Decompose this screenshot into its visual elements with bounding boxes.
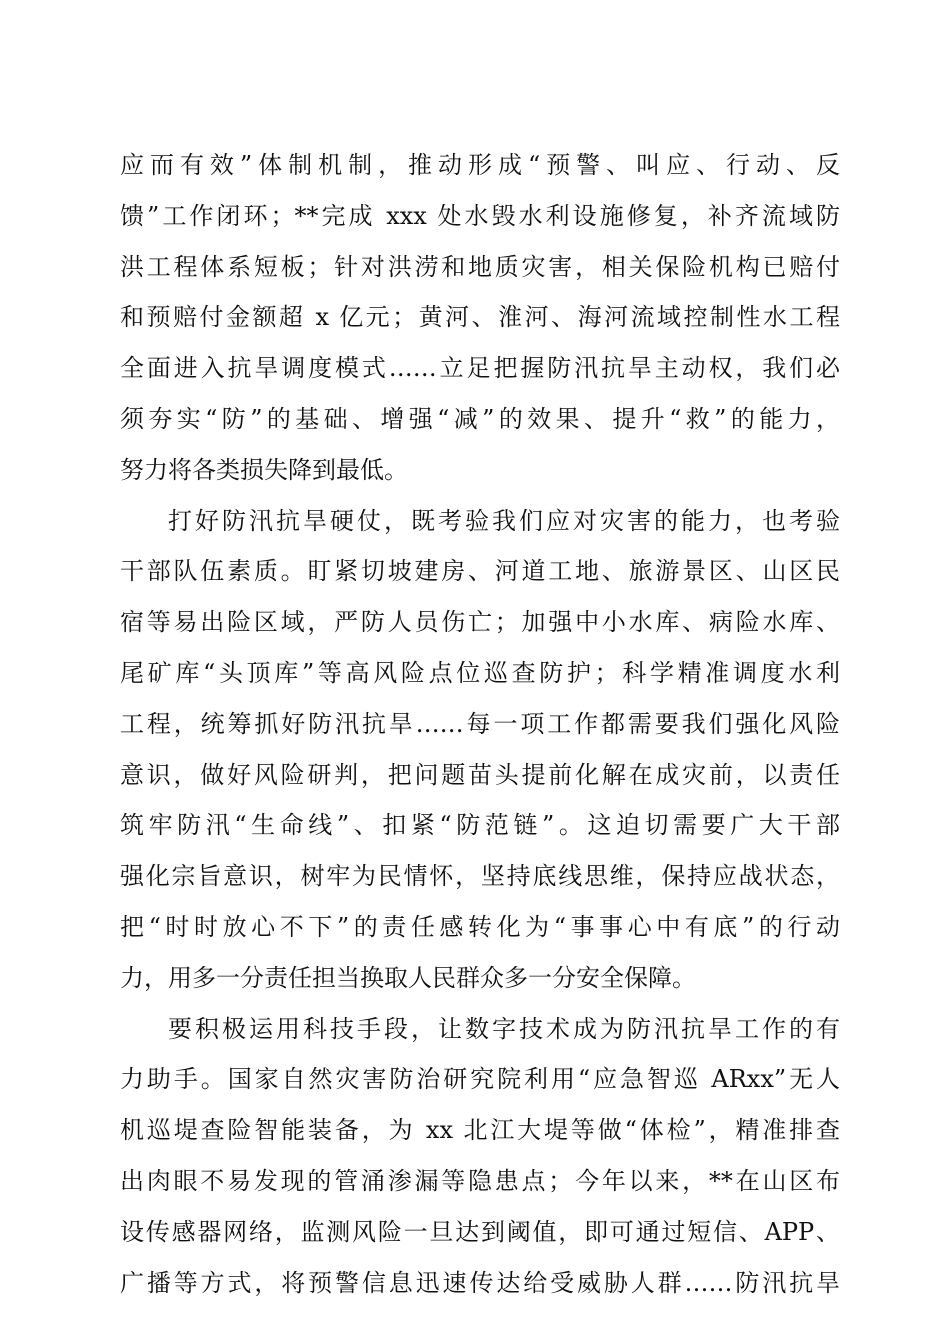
- text-line: 出肉眼不易发现的管涌渗漏等隐患点；今年以来，**在山区布: [120, 1166, 840, 1195]
- text-line: 把“时时放心不下”的责任感转化为“事事心中有底”的行动: [120, 912, 840, 941]
- text-line: 筑牢防汛“生命线”、扣紧“防范链”。这迫切需要广大干部: [120, 811, 840, 840]
- text-line: 尾矿库“头顶库”等高风险点位巡查防护；科学精准调度水利: [120, 658, 840, 687]
- text-line: 机巡堤查险智能装备，为 xx 北江大堤等做“体检”，精准排查: [120, 1116, 840, 1145]
- paragraph-start: 要积极运用科技手段，让数字技术成为防汛抗旱工作的有: [168, 1014, 840, 1043]
- text-line: 努力将各类损失降到最低。: [120, 455, 408, 484]
- text-line: 力，用多一分责任担当换取人民群众多一分安全保障。: [120, 963, 696, 992]
- paragraph-start: 打好防汛抗旱硬仗，既考验我们应对灾害的能力，也考验: [168, 506, 840, 535]
- text-line: 力助手。国家自然灾害防治研究院利用“应急智巡 ARxx”无人: [120, 1065, 840, 1094]
- text-line: 洪工程体系短板；针对洪涝和地质灾害，相关保险机构已赔付: [120, 252, 840, 281]
- text-line: 全面进入抗旱调度模式……立足把握防汛抗旱主动权，我们必: [120, 354, 840, 383]
- text-line: 干部队伍素质。盯紧切坡建房、河道工地、旅游景区、山区民: [120, 557, 840, 586]
- text-line: 馈”工作闭环；**完成 xxx 处水毁水利设施修复，补齐流域防: [120, 201, 840, 230]
- text-line: 须夯实“防”的基础、增强“减”的效果、提升“救”的能力，: [120, 404, 840, 433]
- text-line: 宿等易出险区域，严防人员伤亡；加强中小水库、病险水库、: [120, 608, 840, 637]
- text-line: 意识，做好风险研判，把问题苗头提前化解在成灾前，以责任: [120, 760, 840, 789]
- text-line: 和预赔付金额超 x 亿元；黄河、淮河、海河流域控制性水工程: [120, 303, 840, 332]
- text-line: 强化宗旨意识，树牢为民情怀，坚持底线思维，保持应战状态，: [120, 862, 840, 891]
- text-line: 广播等方式，将预警信息迅速传达给受威胁人群……防汛抗旱: [120, 1268, 840, 1297]
- text-line: 设传感器网络，监测风险一旦达到阈值，即可通过短信、APP、: [120, 1217, 840, 1246]
- body-text: [120, 140, 840, 1308]
- text-line: 工程，统筹抓好防汛抗旱……每一项工作都需要我们强化风险: [120, 709, 840, 738]
- text-line: 应而有效”体制机制，推动形成“预警、叫应、行动、反: [120, 151, 840, 179]
